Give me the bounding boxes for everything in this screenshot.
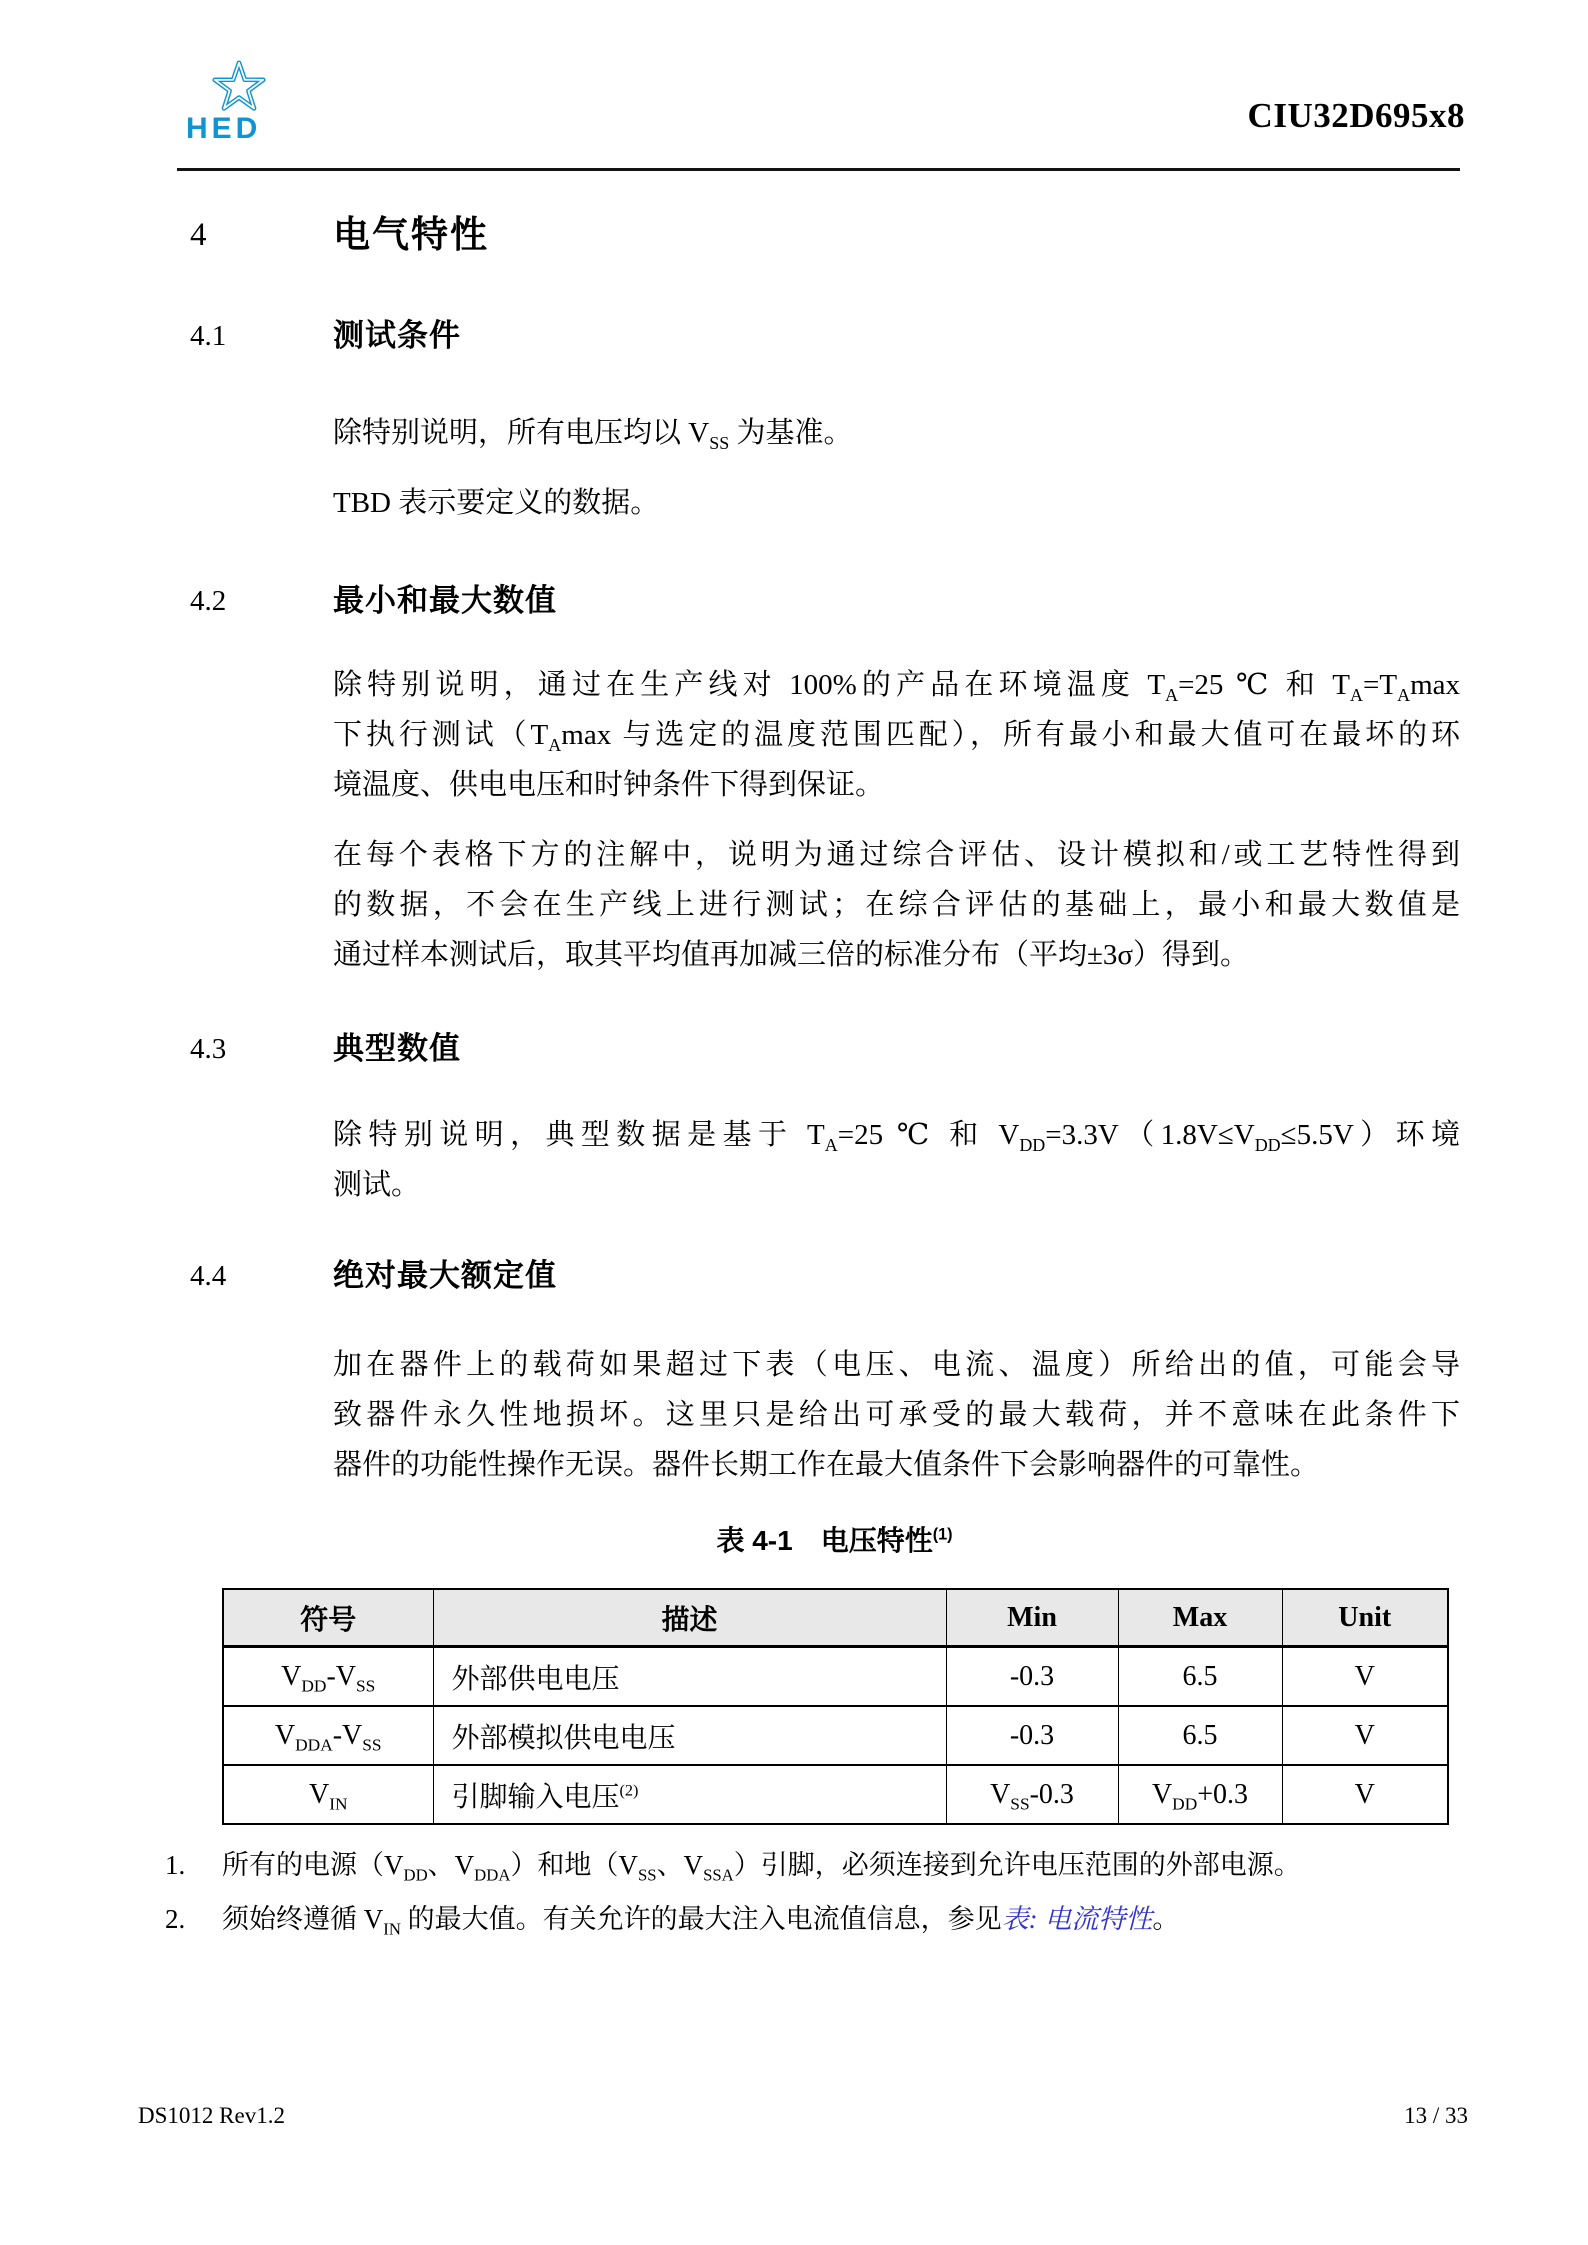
paragraph xyxy=(333,408,1460,458)
chapter-number: 4 xyxy=(190,217,207,253)
voltage-characteristics-table xyxy=(222,1588,1449,1825)
column-header-min: Min xyxy=(946,1589,1118,1647)
cell-unit: V xyxy=(1282,1706,1448,1765)
cell-min: -0.3 xyxy=(946,1706,1118,1765)
chapter-heading xyxy=(190,215,1462,255)
paragraph xyxy=(333,830,1460,980)
product-title: CIU32D695x8 xyxy=(1247,96,1465,135)
section-title: 最小和最大数值 xyxy=(333,583,557,618)
table-row xyxy=(223,1765,1448,1824)
cell-description: 外部供电电压 xyxy=(433,1647,946,1707)
paragraph-line: 除特别说明，通过在生产线对 100%的产品在环境温度 $T_A=25$ ℃ 和 $T_A=T_A\max$ xyxy=(333,669,1460,705)
paragraph xyxy=(333,478,1460,528)
paragraph-line: 在每个表格下方的注解中，说明为通过综合评估、设计模拟和/或工艺特性得到 xyxy=(333,839,1460,871)
table-footnote-1 xyxy=(165,1848,1475,1885)
table-header-row xyxy=(223,1589,1448,1647)
cell-max: 6.5 xyxy=(1118,1706,1282,1765)
cell-symbol: $V_{DD}-V_{SS}$ xyxy=(223,1647,433,1707)
paragraph xyxy=(333,660,1460,810)
header-rule xyxy=(177,168,1460,171)
section-number: 4.2 xyxy=(190,585,227,617)
column-header-symbol: 符号 xyxy=(223,1589,433,1647)
column-header-max: Max xyxy=(1118,1589,1282,1647)
cell-description: 引脚输入电压$^{(2)}$ xyxy=(433,1765,946,1824)
footnote-marker: 2. xyxy=(165,1904,186,1934)
section-number: 4.1 xyxy=(190,320,227,352)
cell-min: $V_{SS}-0.3$ xyxy=(946,1765,1118,1824)
ribbon-star-icon xyxy=(210,60,268,112)
page-number: 13 / 33 xyxy=(1404,2103,1468,2128)
paragraph-line: 境温度、供电电压和时钟条件下得到保证。 xyxy=(333,769,885,801)
section-title: 测试条件 xyxy=(333,318,461,353)
column-header-description: 描述 xyxy=(433,1589,946,1647)
section-number: 4.4 xyxy=(190,1260,227,1292)
footnote-marker: 1. xyxy=(165,1850,186,1880)
cell-max: $V_{DD}+0.3$ xyxy=(1118,1765,1282,1824)
section-heading-4-2 xyxy=(190,583,1462,619)
section-title: 典型数值 xyxy=(333,1031,461,1066)
chapter-title: 电气特性 xyxy=(333,214,489,255)
cell-description: 外部模拟供电电压 xyxy=(433,1706,946,1765)
paragraph-line: 通过样本测试后，取其平均值再加减三倍的标准分布（平均±3σ）得到。 xyxy=(333,939,1250,971)
document-revision: DS1012 Rev1.2 xyxy=(138,2103,285,2128)
column-header-unit: Unit xyxy=(1282,1589,1448,1647)
section-heading-4-3 xyxy=(190,1031,1462,1067)
paragraph-line: 致器件永久性地损坏。这里只是给出可承受的最大载荷，并不意味在此条件下 xyxy=(333,1399,1460,1431)
paragraph-line: 的数据，不会在生产线上进行测试；在综合评估的基础上，最小和最大数值是 xyxy=(333,889,1460,921)
footnote-text: 须始终遵循 $V_{IN}$ 的最大值。有关允许的最大注入电流值信息，参见表: 电流特性。 xyxy=(222,1904,1180,1939)
cross-reference-link[interactable]: 表: 电流特性 xyxy=(1001,1904,1153,1934)
cell-min: -0.3 xyxy=(946,1647,1118,1707)
table-caption: 表 4-1 电压特性$^{(1)}$ xyxy=(716,1525,953,1556)
section-number: 4.3 xyxy=(190,1033,227,1065)
cell-unit: V xyxy=(1282,1647,1448,1707)
paragraph-line: TBD 表示要定义的数据。 xyxy=(333,487,660,519)
paragraph-line: 器件的功能性操作无误。器件长期工作在最大值条件下会影响器件的可靠性。 xyxy=(333,1449,1320,1481)
paragraph xyxy=(333,1340,1460,1490)
table-footnote-2 xyxy=(165,1902,1475,1939)
paragraph-line: 测试。 xyxy=(333,1169,421,1201)
paragraph-line: 除特别说明，典型数据是基于 $T_A=25$ ℃ 和 $V_{DD}=3.3V(1.8V\le V_{DD}\le 5.5V)$环境 xyxy=(333,1119,1461,1155)
section-title: 绝对最大额定值 xyxy=(333,1258,557,1293)
paragraph xyxy=(333,1110,1460,1210)
cell-symbol: $V_{IN}$ xyxy=(223,1765,433,1824)
paragraph-line: 除特别说明，所有电压均以 $V_{SS}$ 为基准。 xyxy=(333,417,853,453)
section-heading-4-1 xyxy=(190,318,1462,354)
document-body xyxy=(165,214,1462,1939)
cell-max: 6.5 xyxy=(1118,1647,1282,1707)
section-heading-4-4 xyxy=(190,1258,1462,1294)
paragraph-line: 下执行测试（$T_A\max$ 与选定的温度范围匹配），所有最小和最大值可在最坏的环 xyxy=(333,719,1461,755)
logo-text: HED xyxy=(186,112,262,145)
cell-symbol: $V_{DDA}-V_{SS}$ xyxy=(223,1706,433,1765)
footnote-text: 所有的电源（$V_{DD}$、$V_{DDA}$）和地（$V_{SS}$、$V_{SSA}$）引脚，必须连接到允许电压范围的外部电源。 xyxy=(222,1850,1301,1885)
paragraph-line: 加在器件上的载荷如果超过下表（电压、电流、温度）所给出的值，可能会导 xyxy=(333,1349,1460,1381)
table-row xyxy=(223,1647,1448,1707)
cell-unit: V xyxy=(1282,1765,1448,1824)
company-logo xyxy=(186,60,274,144)
table-row xyxy=(223,1706,1448,1765)
